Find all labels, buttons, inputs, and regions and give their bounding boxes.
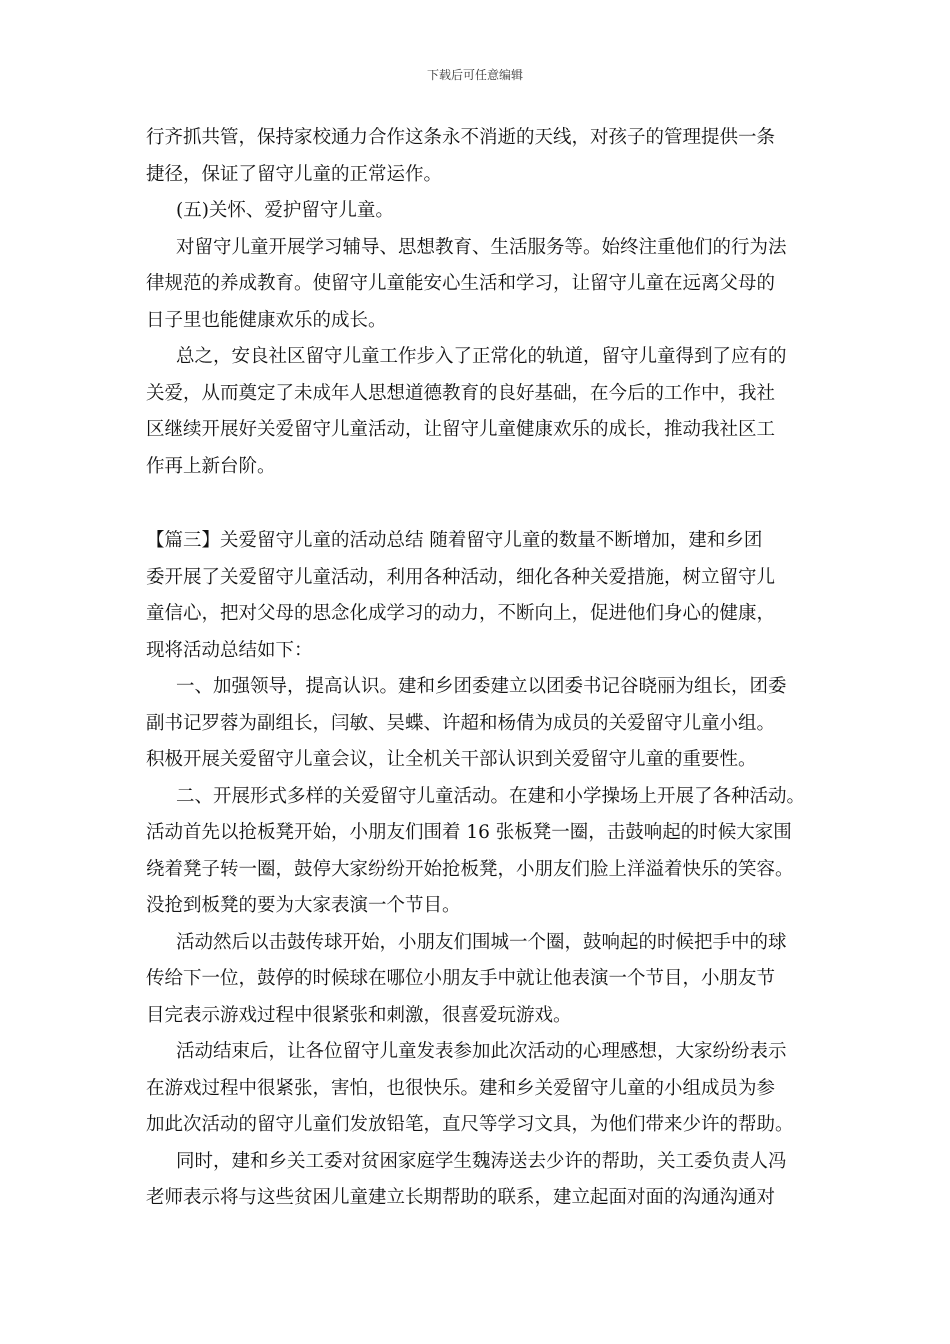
text-line: 同时，建和乡关工委对贫困家庭学生魏涛送去少许的帮助，关工委负责人冯 bbox=[176, 1150, 787, 1172]
text-line: 副书记罗蓉为副组长，闫敏、吴蝶、许超和杨倩为成员的关爱留守儿童小组。 bbox=[146, 712, 776, 734]
text-block-1 bbox=[146, 120, 826, 485]
page-header: 下载后可任意编辑 bbox=[426, 68, 523, 82]
text-line: 作再上新台阶。 bbox=[146, 455, 276, 477]
text-block-2 bbox=[146, 523, 826, 1217]
text-line: 委开展了关爱留守儿童活动，利用各种活动，细化各种关爱措施，树立留守儿 bbox=[146, 566, 776, 588]
text-line: 关爱，从而奠定了未成年人思想道德教育的良好基础，在今后的工作中，我社 bbox=[146, 382, 776, 404]
text-line: 对留守儿童开展学习辅导、思想教育、生活服务等。始终注重他们的行为法 bbox=[176, 236, 787, 258]
text-line: 积极开展关爱留守儿童会议，让全机关干部认识到关爱留守儿童的重要性。 bbox=[146, 749, 757, 770]
text-line: 目完表示游戏过程中很紧张和刺激，很喜爱玩游戏。 bbox=[146, 1004, 572, 1026]
text-line: 活动然后以击鼓传球开始，小朋友们围城一个圈，鼓响起的时候把手中的球 bbox=[176, 931, 787, 953]
document-body bbox=[146, 120, 826, 1217]
text-line: 童信心，把对父母的思念化成学习的动力，不断向上，促进他们身心的健康， bbox=[146, 603, 776, 624]
text-line: 在游戏过程中很紧张，害怕，也很快乐。建和乡关爱留守儿童的小组成员为参 bbox=[146, 1077, 776, 1099]
text-line: 一、加强领导，提高认识。建和乡团委建立以团委书记谷晓丽为组长，团委 bbox=[176, 676, 787, 697]
text-line: 现将活动总结如下： bbox=[146, 639, 313, 661]
text-line: 律规范的养成教育。使留守儿童能安心生活和学习，让留守儿童在远离父母的 bbox=[146, 273, 776, 294]
text-line: 日子里也能健康欢乐的成长。 bbox=[146, 309, 387, 331]
text-line: (五)关怀、爱护留守儿童。 bbox=[176, 200, 394, 221]
text-line: 行齐抓共管，保持家校通力合作这条永不消逝的天线，对孩子的管理提供一条 bbox=[146, 127, 776, 148]
text-line: 加此次活动的留守儿童们发放铅笔，直尺等学习文具，为他们带来少许的帮助。 bbox=[146, 1114, 794, 1135]
text-line: 老师表示将与这些贫困儿童建立长期帮助的联系，建立起面对面的沟通沟通对 bbox=[146, 1187, 776, 1208]
text-line: 二、开展形式多样的关爱留守儿童活动。在建和小学操场上开展了各种活动。 bbox=[176, 785, 806, 807]
section-gap bbox=[146, 485, 826, 523]
text-line: 【篇三】关爱留守儿童的活动总结 随着留守儿童的数量不断增加，建和乡团 bbox=[146, 530, 763, 551]
text-line: 捷径，保证了留守儿童的正常运作。 bbox=[146, 163, 443, 185]
text-line: 没抢到板凳的要为大家表演一个节目。 bbox=[146, 895, 461, 916]
text-line: 区继续开展好关爱留守儿童活动，让留守儿童健康欢乐的成长，推动我社区工 bbox=[146, 419, 776, 440]
text-line: 活动首先以抢板凳开始，小朋友们围着 16 张板凳一圈，击鼓响起的时候大家围 bbox=[146, 822, 792, 843]
text-line: 传给下一位，鼓停的时候球在哪位小朋友手中就让他表演一个节目，小朋友节 bbox=[146, 968, 776, 989]
text-line: 总之，安良社区留守儿童工作步入了正常化的轨道，留守儿童得到了应有的 bbox=[176, 346, 787, 367]
text-line: 活动结束后，让各位留守儿童发表参加此次活动的心理感想，大家纷纷表示 bbox=[176, 1041, 787, 1062]
text-line: 绕着凳子转一圈，鼓停大家纷纷开始抢板凳，小朋友们脸上洋溢着快乐的笑容。 bbox=[146, 858, 794, 880]
